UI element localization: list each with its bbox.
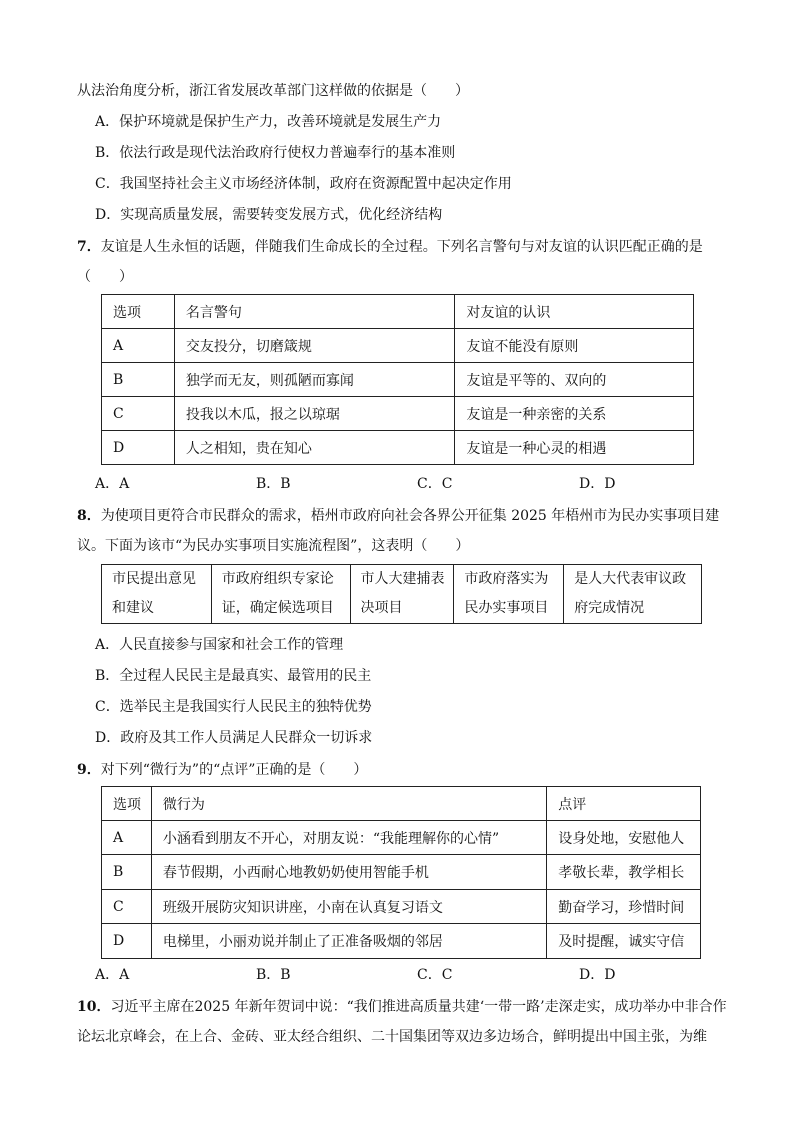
q9-number: 9．	[77, 762, 101, 778]
q9-cell: 勤奋学习，珍惜时间	[547, 890, 701, 924]
q7-cell: 友谊是平等的、双向的	[455, 363, 694, 397]
q8-stem-text: 为使项目更符合市民群众的需求，梧州市政府向社会各界公开征集 2025 年梧州市为民办实事项目建	[100, 508, 720, 524]
q9-cell: A	[102, 821, 152, 855]
q7-cell: 友谊是一种心灵的相遇	[455, 431, 694, 465]
q9-cell: B	[102, 855, 152, 890]
q8-flow-step-4: 市政府落实为 民办实事项目	[454, 565, 564, 624]
table-row	[102, 397, 694, 431]
q9-choice-b: B．B	[256, 967, 291, 983]
q7-cell: 友谊是一种亲密的关系	[455, 397, 694, 431]
q8-flow-step-1: 市民提出意见 和建议	[102, 565, 212, 624]
q10-stem-line1	[77, 997, 727, 1017]
q7-stem	[77, 237, 703, 257]
q9-choice-c: C．C	[417, 967, 453, 983]
q7-cell: 独学而无友，则孤陋而寡闻	[174, 363, 455, 397]
q7-table	[101, 294, 694, 465]
q7-number: 7．	[77, 239, 101, 255]
q8-flow-step-5: 是人大代表审议政 府完成情况	[564, 565, 702, 624]
q8-stem-line2: 议。下面为该市“为民办实事项目实施流程图”，这表明（ ）	[77, 538, 470, 554]
q8-stem-line1	[77, 506, 719, 526]
table-row	[102, 855, 701, 890]
q9-choice-d: D．D	[579, 967, 616, 983]
q8-flow-step-3: 市人大建捕表 决项目	[350, 565, 454, 624]
q7-cell: 投我以木瓜，报之以琼琚	[174, 397, 455, 431]
q7-choice-d: D．D	[579, 476, 616, 492]
q7-cell: 人之相知，贵在知心	[174, 431, 455, 465]
q7-cell: A	[102, 329, 175, 363]
q6-option-c: C．我国坚持社会主义市场经济体制，政府在资源配置中起决定作用	[95, 176, 512, 192]
q6-stem: 从法治角度分析，浙江省发展改革部门这样做的依据是（ ）	[77, 83, 469, 99]
q7-choice-c: C．C	[417, 476, 453, 492]
q7-choice-b: B．B	[256, 476, 291, 492]
q9-cell: 春节假期，小西耐心地教奶奶使用智能手机	[151, 855, 546, 890]
q10-stem-line2: 论坛北京峰会，在上合、金砖、亚太经合组织、二十国集团等双边多边场合，鲜明提出中国主张，为维	[77, 1029, 707, 1045]
q8-flow-row	[102, 565, 702, 624]
table-row	[102, 363, 694, 397]
q8-number: 8．	[77, 508, 101, 524]
table-row	[102, 329, 694, 363]
table-row	[102, 821, 701, 855]
q9-cell: 设身处地，安慰他人	[547, 821, 701, 855]
q7-header-understanding: 对友谊的认识	[455, 295, 694, 329]
table-row	[102, 431, 694, 465]
q8-option-b: B．全过程人民民主是最真实、最管用的民主	[95, 668, 372, 684]
q10-stem-text: 习近平主席在2025 年新年贺词中说：“我们推进高质量共建‘一带一路’走深走实，成功举办中非合作	[110, 999, 727, 1015]
q7-choice-a: A．A	[95, 476, 130, 492]
q9-cell: D	[102, 924, 152, 959]
q7-cell: 交友投分，切磨箴规	[174, 329, 455, 363]
q7-stem-text: 友谊是人生永恒的话题，伴随我们生命成长的全过程。下列名言警句与对友谊的认识匹配正确的是	[100, 239, 703, 255]
q9-choice-a: A．A	[95, 967, 130, 983]
q9-cell: 及时提醒，诚实守信	[547, 924, 701, 959]
q9-cell: 小涵看到朋友不开心，对朋友说：“我能理解你的心情”	[151, 821, 546, 855]
q7-cell: B	[102, 363, 175, 397]
q7-cell: 友谊不能没有原则	[455, 329, 694, 363]
q6-option-b: B．依法行政是现代法治政府行使权力普遍奉行的基本准则	[95, 145, 456, 161]
q8-option-c: C．选举民主是我国实行人民民主的独特优势	[95, 699, 372, 715]
q7-paren: （ ）	[77, 269, 133, 285]
q9-stem	[77, 760, 367, 780]
q7-header-quote: 名言警句	[174, 295, 455, 329]
q6-option-a: A．保护环境就是保护生产力，改善环境就是发展生产力	[95, 114, 442, 130]
q8-option-a: A．人民直接参与国家和社会工作的管理	[95, 637, 344, 653]
q7-header-option: 选项	[102, 295, 175, 329]
q9-table-header	[102, 787, 701, 821]
q9-header-option: 选项	[102, 787, 152, 821]
q9-header-comment: 点评	[547, 787, 701, 821]
q9-cell: C	[102, 890, 152, 924]
q6-option-d: D．实现高质量发展，需要转变发展方式，优化经济结构	[95, 207, 443, 223]
q9-cell: 电梯里，小丽劝说并制止了正准备吸烟的邻居	[151, 924, 546, 959]
q10-number: 10．	[77, 999, 111, 1015]
q7-cell: C	[102, 397, 175, 431]
q8-option-d: D．政府及其工作人员满足人民群众一切诉求	[95, 730, 373, 746]
q9-table	[101, 786, 701, 959]
table-row	[102, 924, 701, 959]
q9-cell: 班级开展防灾知识讲座，小南在认真复习语文	[151, 890, 546, 924]
q9-cell: 孝敬长辈，教学相长	[547, 855, 701, 890]
q7-cell: D	[102, 431, 175, 465]
q9-stem-text: 对下列“微行为”的“点评”正确的是（ ）	[100, 762, 368, 778]
q7-table-header	[102, 295, 694, 329]
q8-flowchart	[101, 564, 702, 624]
table-row	[102, 890, 701, 924]
q8-flow-step-2: 市政府组织专家论 证，确定候选项目	[211, 565, 350, 624]
q9-header-behavior: 微行为	[151, 787, 546, 821]
